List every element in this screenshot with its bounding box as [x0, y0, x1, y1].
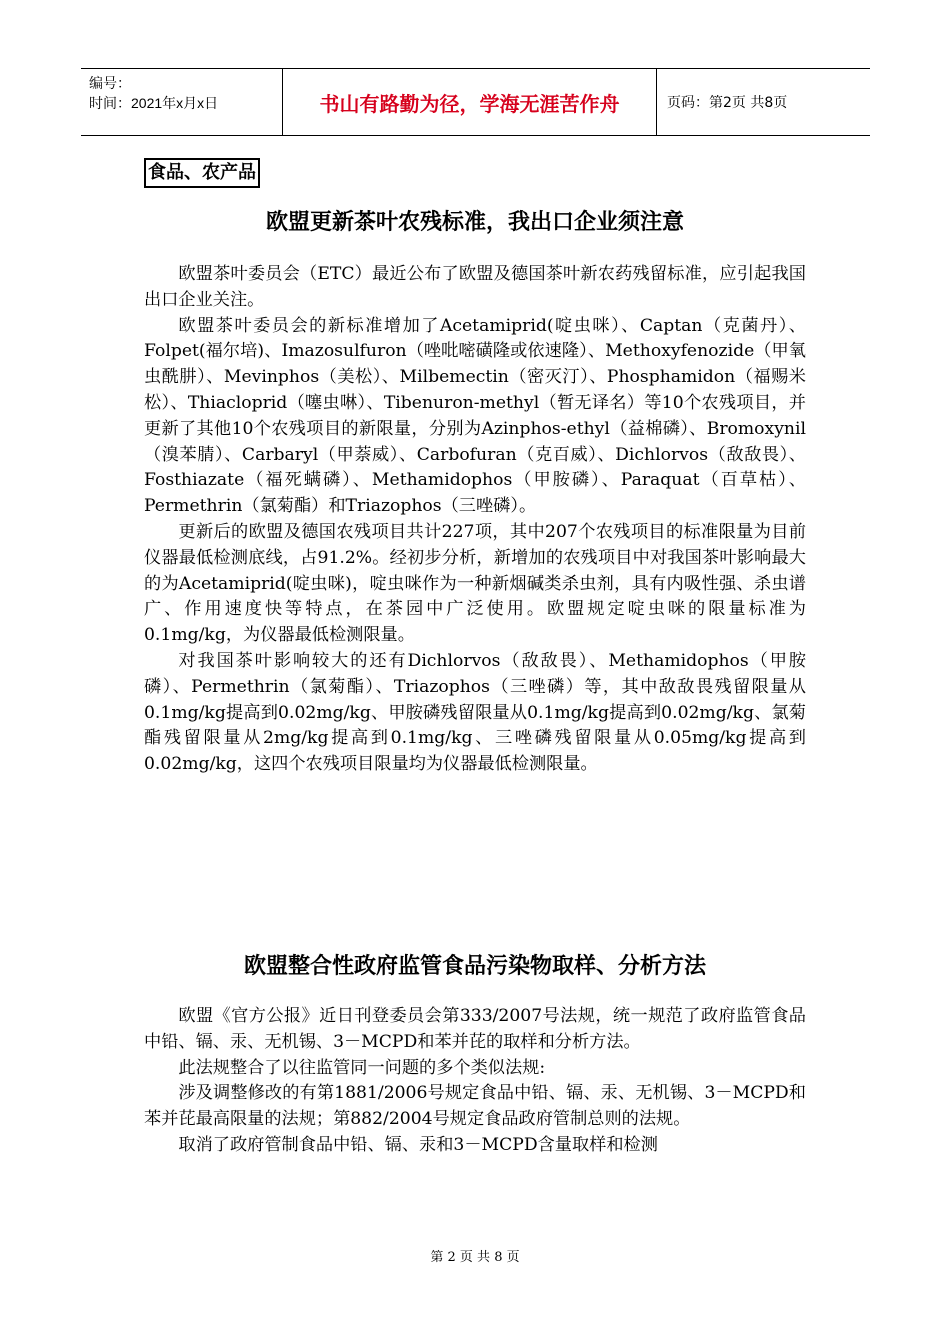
article-2-paragraph: 涉及调整修改的有第1881/2006号规定食品中铅、镉、汞、无机锡、3－MCPD和苯并芘最高限量的法规；第882/2004号规定食品政府管制总则的法规。 [144, 1083, 806, 1130]
document-number: 编号： [89, 75, 131, 91]
article-2-paragraph: 欧盟《官方公报》近日刊登委员会第333/2007号法规，统一规范了政府监管食品中铅、镉、汞、无机锡、3－MCPD和苯并芘的取样和分析方法。 [144, 1006, 806, 1052]
article-2-paragraph: 取消了政府管制食品中铅、镉、汞和3－MCPD含量取样和检测 [178, 1134, 658, 1155]
header-meta [81, 69, 282, 135]
article-1-paragraph: 更新后的欧盟及德国农残项目共计227项，其中207个农残项目的标准限量为目前仪器最低检测底线，占91.2%。经初步分析，新增加的农残项目中对我国茶叶影响最大的为Acetamiprid(啶虫咪)，啶虫咪作为一种新烟碱类杀虫剂，具有内吸性强、杀虫谱广、作用速度快等特点，在茶园中广泛使用。欧盟规定啶虫咪的限量标准为0.1mg/kg，为仪器最低检测限量。 [144, 521, 806, 646]
article-1-title: 欧盟更新茶叶农残标准，我出口企业须注意 [265, 210, 684, 235]
article-1-paragraph: 欧盟茶叶委员会的新标准增加了Acetamiprid(啶虫咪）、Captan（克菌丹）、Folpet(福尔培)、Imazosulfuron（唑吡嘧磺隆或依速隆）、Methoxyfenozide（甲氧虫酰肼）、Mevinphos（美松）、Milbemectin（密灭汀）、Phosphamidon（福赐米松）、Thiacloprid（噻虫啉）、Tibenuron-methyl（暂无译名）等10个农残项目，并更新了其他10个农残项目的新限量，分别为Azinphos-ethyl（益棉磷）、Bromoxynil（溴苯腈）、Carbaryl（甲萘威）、Carbofuran（克百威）、Dichlorvos（敌敌畏）、Fosthiazate（福死螨磷）、Methamidophos（甲胺磷）、Paraquat（百草枯）、Permethrin（氯菊酯）和Triazophos（三唑磷）。 [144, 315, 806, 517]
article-1-paragraph: 对我国茶叶影响较大的还有Dichlorvos（敌敌畏）、Methamidophos（甲胺磷）、Permethrin（氯菊酯）、Triazophos（三唑磷）等，其中敌敌畏残留限量从0.1mg/kg提高到0.02mg/kg、甲胺磷残留限量从0.1mg/kg提高到0.02mg/kg、氯菊酯残留限量从2mg/kg提高到0.1mg/kg、三唑磷残留限量从0.05mg/kg提高到0.02mg/kg，这四个农残项目限量均为仪器最低检测限量。 [144, 650, 806, 775]
header-page-number: 页码：第2页 共8页 [667, 95, 788, 111]
page-footer: 第 2 页 共 8 页 [430, 1250, 520, 1265]
article-2-paragraph: 此法规整合了以往监管同一问题的多个类似法规: [178, 1057, 546, 1078]
article-1-body [144, 262, 806, 778]
page-header [81, 68, 870, 136]
category-label: 食品、农产品 [144, 158, 260, 188]
header-motto: 书山有路勤为径，学海无涯苦作舟 [282, 69, 657, 135]
article-1-paragraph: 欧盟茶叶委员会（ETC）最近公布了欧盟及德国茶叶新农药残留标准，应引起我国出口企业关注。 [144, 264, 806, 310]
document-date: 时间：2021年x月x日 [89, 95, 219, 111]
article-2-body [144, 1004, 806, 1159]
article-2-title: 欧盟整合性政府监管食品污染物取样、分析方法 [243, 954, 706, 979]
